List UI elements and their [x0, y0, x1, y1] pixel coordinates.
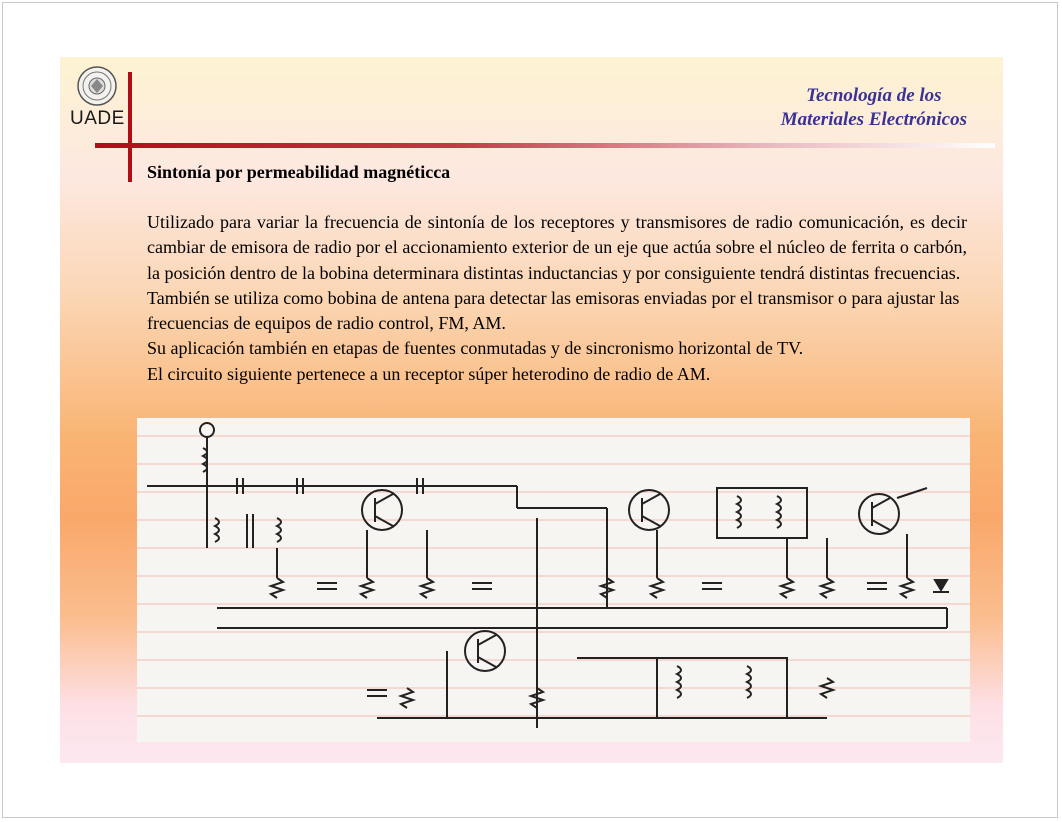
uade-logo [70, 64, 124, 130]
header-horizontal-rule [95, 143, 995, 148]
paragraph-3: Su aplicación también en etapas de fuentes conmutadas y de sincronismo horizontal de TV. [147, 338, 804, 359]
section-title: Sintonía por permeabilidad magnéticca [147, 162, 451, 182]
schematic-drawing [137, 418, 970, 742]
am-receiver-schematic [137, 418, 970, 742]
header-vertical-rule [128, 72, 132, 182]
course-title-line2: Materiales Electrónicos [780, 109, 967, 130]
paragraph-4: El circuito siguiente pertenece a un receptor súper heterodino de radio de AM. [147, 363, 711, 384]
paragraph-1: Utilizado para variar la frecuencia de sintonía de los receptores y transmisores de radio comunicación, es decir cambiar de emisora de radio por el accionamiento exterior de un eje que actúa sobre el núcleo de ferrita o carbón, la posición dentro de la bobina determinara distintas inductancias y por consiguiente tendrá distintas frecuencias. [147, 212, 967, 283]
university-seal-icon [74, 64, 120, 108]
logo-text: UADE [70, 108, 125, 129]
body-text [147, 210, 967, 387]
course-title [781, 84, 967, 132]
course-title-line1: Tecnología de los [806, 85, 942, 106]
paragraph-2: También se utiliza como bobina de antena para detectar las emisoras enviadas por el transmisor o para ajustar las frecuencias de equipos de radio control, FM, AM. [147, 287, 960, 334]
